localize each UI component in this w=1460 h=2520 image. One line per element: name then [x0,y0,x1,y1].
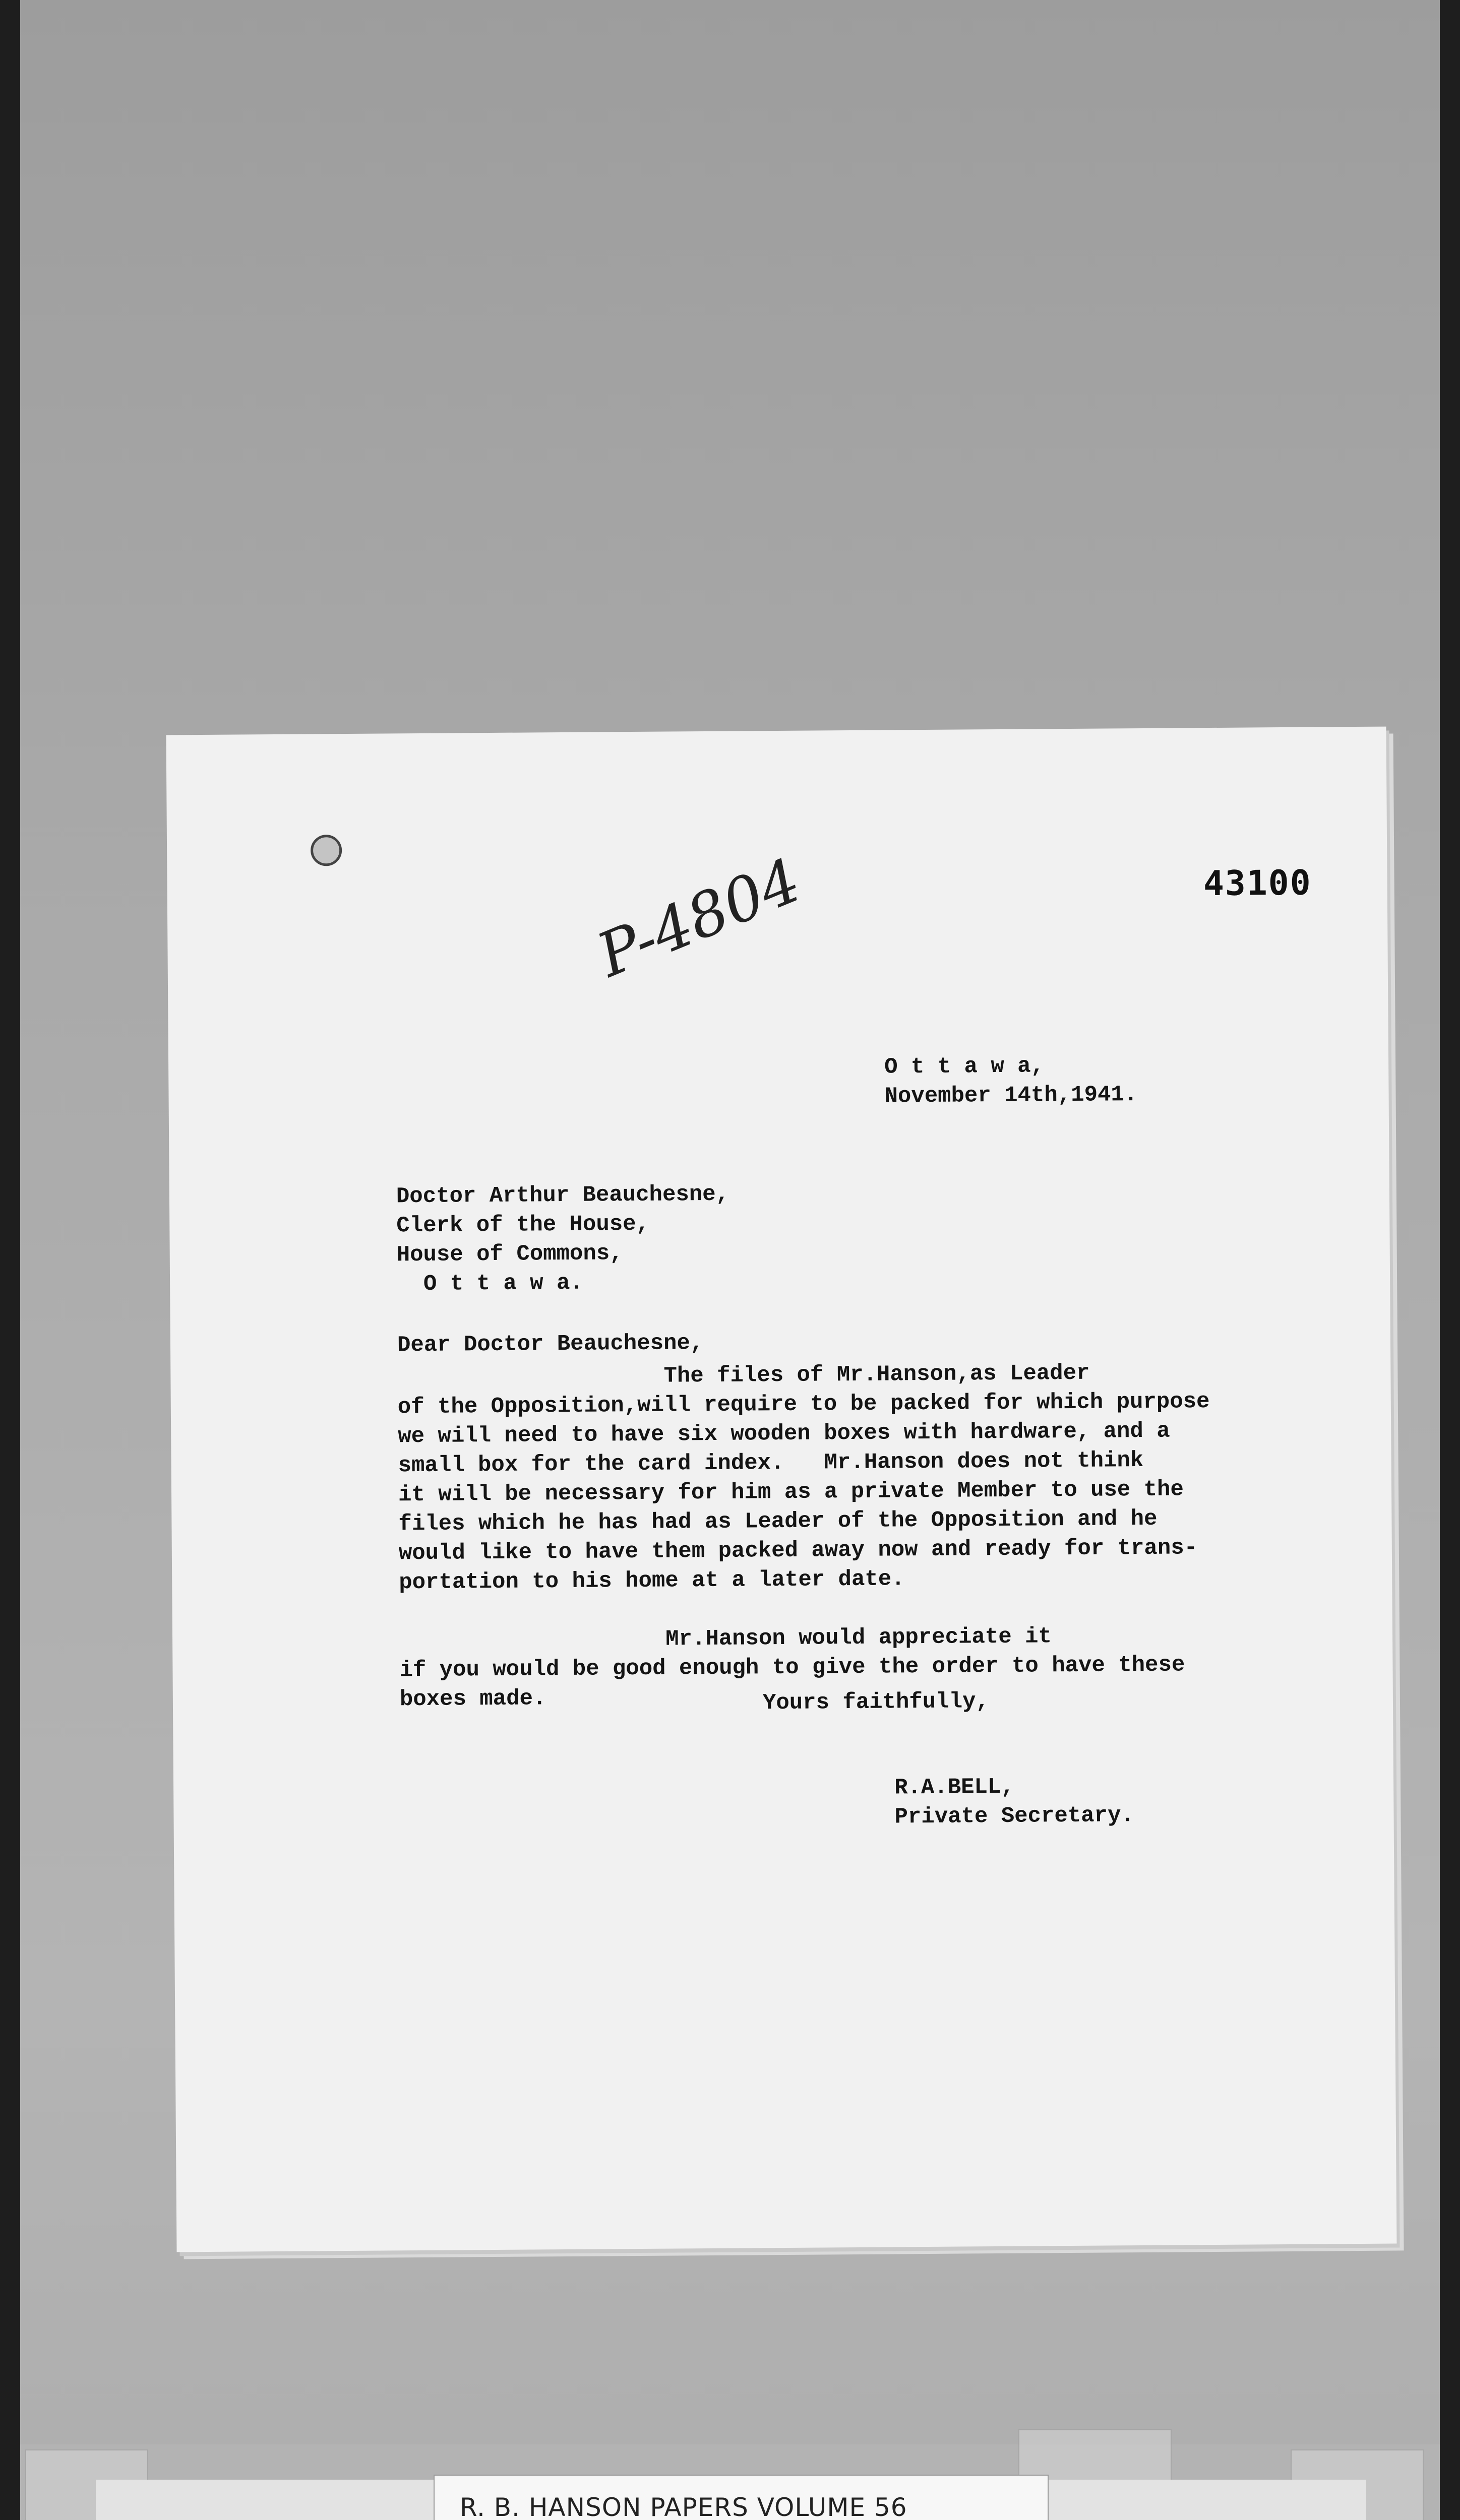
letter-page [166,727,1397,2252]
body-line: would like to have them packed away now and ready for trans- [398,1535,1198,1566]
mounting-board [20,0,1440,2520]
closing: Yours faithfully, [762,1689,989,1716]
signature-name: R.A.BELL, [894,1774,1014,1801]
letter-body [397,1358,1211,1714]
addressee-line: Clerk of the House, [396,1211,650,1239]
body-line: files which he has had as Leader of the Opposition and he [398,1506,1158,1537]
salutation: Dear Doctor Beauchesne, [397,1331,704,1358]
body-line: small box for the card index. Mr.Hanson does not think [398,1447,1144,1479]
addressee-line: O t t a w a. [396,1270,583,1297]
addressee-line: House of Commons, [396,1241,623,1268]
date-block [884,1051,1137,1111]
punch-hole [311,835,342,866]
volume-tag: R. B. HANSON PAPERS VOLUME 56 [434,2475,1049,2520]
signature-block [894,1772,1134,1832]
letter-date: November 14th,1941. [884,1082,1138,1109]
handwritten-annotation: P-4804 [588,845,811,991]
body-line: we will need to have six wooden boxes with hardware, and a [398,1418,1170,1450]
body-line: The files of Mr.Hanson,as Leader [397,1360,1090,1391]
addressee-line: Doctor Arthur Beauchesne, [396,1181,729,1210]
body-line: boxes made. [399,1686,546,1713]
body-line: it will be necessary for him as a private Member to use the [398,1477,1184,1508]
addressee-block [396,1180,730,1299]
body-line: if you would be good enough to give the order to have these [399,1652,1185,1683]
signature-title: Private Secretary. [894,1803,1134,1830]
body-line: Mr.Hanson would appreciate it [399,1624,1052,1654]
right-dark-edge [1440,0,1460,2520]
body-line: of the Opposition,will require to be packed for which purpose [397,1389,1210,1420]
document-number: 43100 [1203,863,1312,904]
letter-place: O t t a w a, [884,1053,1045,1080]
left-dark-edge [0,0,20,2520]
body-line: portation to his home at a later date. [399,1566,905,1596]
